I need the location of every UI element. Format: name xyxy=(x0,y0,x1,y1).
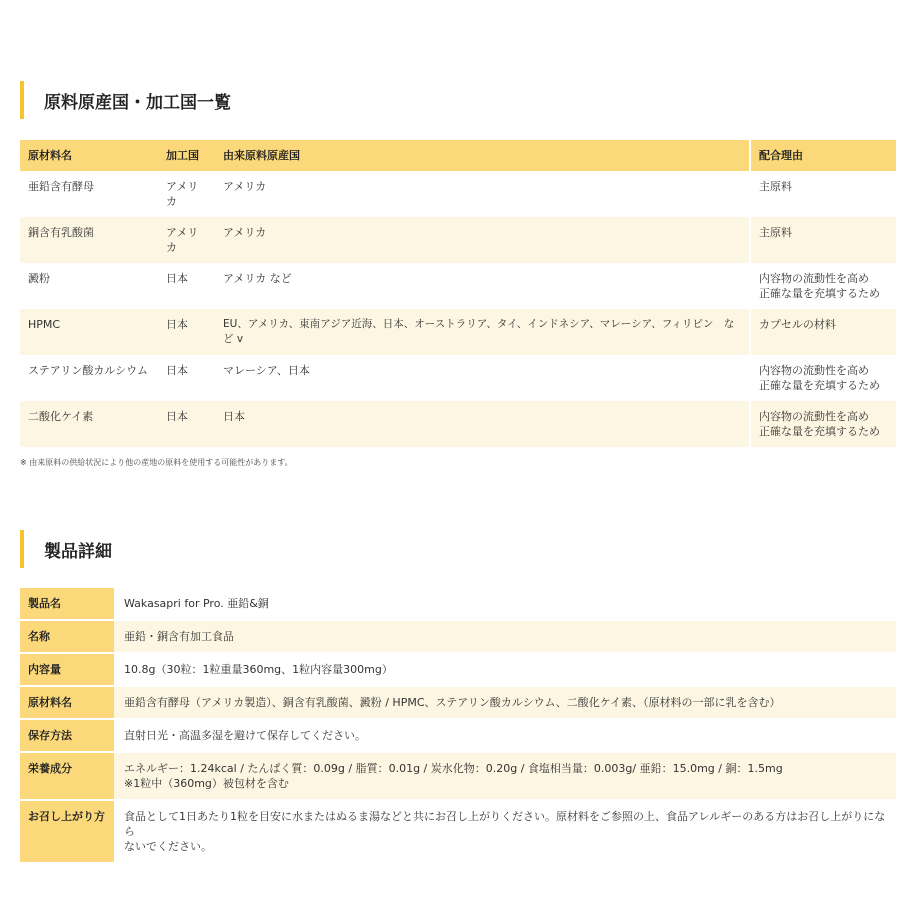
value-line: 直射日光・高温多湿を避けて保存してください。 xyxy=(124,729,366,742)
row-value xyxy=(114,588,896,619)
origin-table xyxy=(20,140,896,447)
header-process-country: 加工国 xyxy=(166,149,199,162)
ingredient-name: HPMC xyxy=(28,318,61,331)
row-label: お召し上がり方 xyxy=(20,801,114,862)
origin-country: アメリカ xyxy=(223,180,267,193)
ingredient-name: 澱粉 xyxy=(28,272,50,285)
reason xyxy=(749,217,896,263)
reason-line: 内容物の流動性を高め xyxy=(759,364,869,377)
reason-line: 内容物の流動性を高め xyxy=(759,410,869,423)
reason xyxy=(749,171,896,217)
table-row xyxy=(20,687,896,720)
table-row xyxy=(20,654,896,687)
process-country: アメリカ xyxy=(166,180,199,208)
origin-country: EU、アメリカ、東南アジア近海、日本、オーストラリア、タイ、インドネシア、マレーシア、フィリピン など v xyxy=(223,318,735,345)
header-reason: 配合理由 xyxy=(749,140,896,171)
process-country: 日本 xyxy=(166,318,188,331)
reason-line: 主原料 xyxy=(759,180,792,193)
table-row xyxy=(20,309,896,355)
ingredient-name: 二酸化ケイ素 xyxy=(28,410,94,423)
value-line: エネルギー：1.24kcal / たんぱく質：0.09g / 脂質：0.01g / 炭水化物：0.20g / 食塩相当量：0.003g/ 亜鉛：15.0mg / 銅：1.5mg xyxy=(124,762,783,775)
value-line: Wakasapri for Pro. 亜鉛&銅 xyxy=(124,597,269,610)
process-country: アメリカ xyxy=(166,226,199,254)
table-row xyxy=(20,263,896,309)
value-line: ないでください。 xyxy=(124,840,212,853)
row-value xyxy=(114,621,896,652)
reason xyxy=(749,263,896,309)
row-label: 内容量 xyxy=(20,654,114,685)
origin-country: アメリカ xyxy=(223,226,267,239)
product-detail-table xyxy=(20,588,896,864)
row-value xyxy=(114,801,896,862)
table-row xyxy=(20,401,896,447)
table-row xyxy=(20,217,896,263)
process-country: 日本 xyxy=(166,364,188,377)
ingredient-name: 亜鉛含有酵母 xyxy=(28,180,94,193)
row-value xyxy=(114,654,896,685)
row-label: 原材料名 xyxy=(20,687,114,718)
table-row xyxy=(20,588,896,621)
table-row xyxy=(20,621,896,654)
table-row xyxy=(20,753,896,801)
product-section-title: 製品詳細 xyxy=(20,530,112,568)
row-value xyxy=(114,687,896,718)
ingredient-name: 銅含有乳酸菌 xyxy=(28,226,94,239)
header-origin-country: 由来原料原産国 xyxy=(223,149,300,162)
reason xyxy=(749,309,896,355)
row-label: 保存方法 xyxy=(20,720,114,751)
row-label: 製品名 xyxy=(20,588,114,619)
table-row xyxy=(20,720,896,753)
process-country: 日本 xyxy=(166,410,188,423)
value-line: 食品として1日あたり1粒を目安に水またはぬるま湯などと共にお召し上がりください。原材料をご参照の上、食品アレルギーのある方はお召し上がりになら xyxy=(124,810,886,838)
reason-line: カプセルの材料 xyxy=(759,318,836,331)
table-row xyxy=(20,801,896,864)
origin-country: マレーシア、日本 xyxy=(223,364,310,377)
reason xyxy=(749,355,896,401)
table-row xyxy=(20,171,896,217)
header-ingredient: 原材料名 xyxy=(28,149,72,162)
ingredient-name: ステアリン酸カルシウム xyxy=(28,364,148,377)
row-label: 栄養成分 xyxy=(20,753,114,799)
origin-section-title: 原料原産国・加工国一覧 xyxy=(20,81,231,119)
origin-country: 日本 xyxy=(223,410,245,423)
reason xyxy=(749,401,896,447)
reason-line: 内容物の流動性を高め xyxy=(759,272,869,285)
value-line: 10.8g（30粒：1粒重量360mg、1粒内容量300mg） xyxy=(124,663,393,676)
reason-line: 正確な量を充填するため xyxy=(759,287,880,300)
reason-line: 主原料 xyxy=(759,226,792,239)
table-row xyxy=(20,355,896,401)
value-line: 亜鉛・銅含有加工食品 xyxy=(124,630,234,643)
origin-note: ※ 由来原料の供給状況により他の産地の原料を使用する可能性があります。 xyxy=(20,458,293,467)
process-country: 日本 xyxy=(166,272,188,285)
row-value xyxy=(114,720,896,751)
reason-line: 正確な量を充填するため xyxy=(759,379,880,392)
value-line: ※1粒中（360mg）被包材を含む xyxy=(124,777,289,790)
row-label: 名称 xyxy=(20,621,114,652)
value-line: 亜鉛含有酵母（アメリカ製造）、銅含有乳酸菌、澱粉 / HPMC、ステアリン酸カルシウム、二酸化ケイ素、（原材料の一部に乳を含む） xyxy=(124,696,781,709)
origin-table-header xyxy=(20,140,896,171)
row-value xyxy=(114,753,896,799)
origin-country: アメリカ など xyxy=(223,272,292,285)
reason-line: 正確な量を充填するため xyxy=(759,425,880,438)
